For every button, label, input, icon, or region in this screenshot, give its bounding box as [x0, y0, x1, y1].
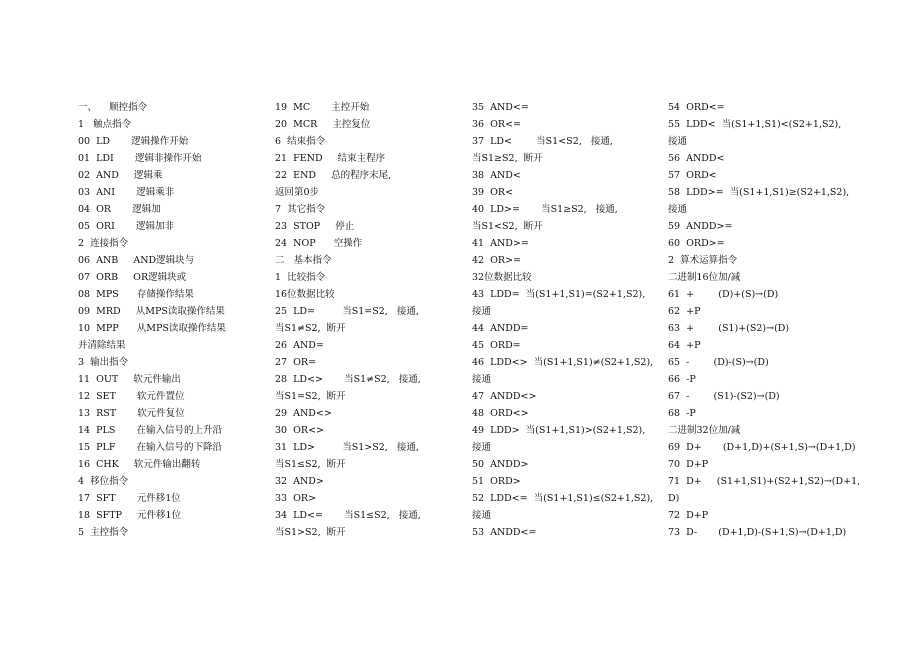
text-line: 32 AND>	[275, 476, 324, 487]
text-line: 2 算术运算指令	[668, 255, 738, 266]
text-line: 42 OR>=	[472, 255, 521, 266]
text-line: 66 -P	[668, 374, 696, 385]
text-line: 18 SFTP 元件移1位	[78, 510, 182, 521]
text-line: 73 D- (D+1,D)-(S+1,S)→(D+1,D)	[668, 527, 847, 538]
text-line: 当S1≥S2, 断开	[472, 153, 543, 164]
text-line: 1 触点指令	[78, 119, 132, 130]
text-line: 4 移位指令	[78, 476, 129, 487]
text-line: 27 OR=	[275, 357, 317, 368]
text-line: 25 LD= 当S1=S2, 接通,	[275, 306, 419, 317]
text-line: 20 MCR 主控复位	[275, 119, 371, 130]
text-line: 09 MRD 从MPS读取操作结果	[78, 306, 225, 317]
text-line: 56 ANDD<	[668, 153, 725, 164]
text-line: 当S1≠S2, 断开	[275, 323, 346, 334]
text-line: 53 ANDD<=	[472, 527, 537, 538]
text-line: 6 结束指令	[275, 136, 326, 147]
text-line: 并清除结果	[78, 340, 126, 351]
text-column-2	[275, 99, 460, 541]
text-line: 02 AND 逻辑乘	[78, 170, 163, 181]
text-line: 接通	[472, 306, 492, 317]
text-line: 36 OR<=	[472, 119, 521, 130]
text-line: 47 ANDD<>	[472, 391, 537, 402]
text-line: 21 FEND 结束主程序	[275, 153, 386, 164]
text-column-4	[668, 99, 868, 541]
text-line: 60 ORD>=	[668, 238, 725, 249]
text-line: 接通	[668, 204, 688, 215]
text-line: 52 LDD<= 当(S1+1,S1)≤(S2+1,S2),	[472, 493, 654, 504]
text-line: 16位数据比较	[275, 289, 335, 300]
text-line: 40 LD>= 当S1≥S2, 接通,	[472, 204, 618, 215]
text-line: 13 RST 软元件复位	[78, 408, 185, 419]
text-line: 28 LD<> 当S1≠S2, 接通,	[275, 374, 421, 385]
text-line: 17 SFT 元件移1位	[78, 493, 181, 504]
text-line: 45 ORD=	[472, 340, 521, 351]
text-line: 46 LDD<> 当(S1+1,S1)≠(S2+1,S2),	[472, 357, 654, 368]
text-line: D)	[668, 493, 680, 504]
text-line: 接通	[668, 136, 688, 147]
text-line: 32位数据比较	[472, 272, 532, 283]
text-line: 05 ORI 逻辑加非	[78, 221, 174, 232]
text-line: 00 LD 逻辑操作开始	[78, 136, 189, 147]
text-line: 48 ORD<>	[472, 408, 529, 419]
text-line: 01 LDI 逻辑非操作开始	[78, 153, 202, 164]
text-line: 24 NOP 空操作	[275, 238, 363, 249]
text-line: 33 OR>	[275, 493, 317, 504]
text-line: 当S1≤S2, 断开	[275, 459, 346, 470]
text-line: 29 AND<>	[275, 408, 332, 419]
text-line: 06 ANB AND逻辑块与	[78, 255, 195, 266]
text-line: 03 ANI 逻辑乘非	[78, 187, 175, 198]
text-line: 71 D+ (S1+1,S1)+(S2+1,S2)→(D+1,	[668, 476, 861, 487]
text-line: 19 MC 主控开始	[275, 102, 370, 113]
text-line: 一、 顺控指令	[78, 102, 148, 113]
text-column-3	[472, 99, 657, 541]
text-line: 61 + (D)+(S)→(D)	[668, 289, 779, 300]
text-line: 二 基本指令	[275, 255, 332, 266]
text-line: 接通	[472, 510, 492, 521]
text-line: 43 LDD= 当(S1+1,S1)=(S2+1,S2),	[472, 289, 646, 300]
text-line: 12 SET 软元件置位	[78, 391, 185, 402]
text-line: 65 - (D)-(S)→(D)	[668, 357, 769, 368]
text-line: 30 OR<>	[275, 425, 324, 436]
text-line: 44 ANDD=	[472, 323, 529, 334]
text-line: 55 LDD< 当(S1+1,S1)<(S2+1,S2),	[668, 119, 842, 130]
text-line: 37 LD< 当S1<S2, 接通,	[472, 136, 613, 147]
text-line: 67 - (S1)-(S2)→(D)	[668, 391, 780, 402]
text-line: 69 D+ (D+1,D)+(S+1,S)→(D+1,D)	[668, 442, 856, 453]
text-line: 38 AND<	[472, 170, 521, 181]
text-line: 11 OUT 软元件输出	[78, 374, 181, 385]
text-line: 10 MPP 从MPS读取操作结果	[78, 323, 226, 334]
text-line: 当S1>S2, 断开	[275, 527, 346, 538]
text-line: 2 连接指令	[78, 238, 129, 249]
text-line: 3 输出指令	[78, 357, 129, 368]
text-line: 35 AND<=	[472, 102, 529, 113]
text-line: 72 D+P	[668, 510, 709, 521]
text-line: 04 OR 逻辑加	[78, 204, 161, 215]
text-line: 7 其它指令	[275, 204, 326, 215]
text-line: 49 LDD> 当(S1+1,S1)>(S2+1,S2),	[472, 425, 646, 436]
text-line: 返回第0步	[275, 187, 320, 198]
text-line: 34 LD<= 当S1≤S2, 接通,	[275, 510, 421, 521]
text-line: 62 +P	[668, 306, 701, 317]
text-line: 08 MPS 存储操作结果	[78, 289, 194, 300]
text-line: 15 PLF 在输入信号的下降沿	[78, 442, 223, 453]
text-line: 接通	[472, 442, 492, 453]
text-line: 16 CHK 软元件输出翻转	[78, 459, 201, 470]
text-line: 51 ORD>	[472, 476, 521, 487]
text-line: 1 比较指令	[275, 272, 326, 283]
text-line: 58 LDD>= 当(S1+1,S1)≥(S2+1,S2),	[668, 187, 850, 198]
text-line: 70 D+P	[668, 459, 709, 470]
text-line: 26 AND=	[275, 340, 324, 351]
text-line: 当S1<S2, 断开	[472, 221, 543, 232]
text-line: 41 AND>=	[472, 238, 529, 249]
text-line: 22 END 总的程序末尾,	[275, 170, 392, 181]
text-line: 5 主控指令	[78, 527, 129, 538]
text-line: 54 ORD<=	[668, 102, 725, 113]
text-line: 50 ANDD>	[472, 459, 529, 470]
text-column-1	[78, 99, 263, 541]
text-line: 63 + (S1)+(S2)→(D)	[668, 323, 790, 334]
text-line: 57 ORD<	[668, 170, 717, 181]
text-line: 59 ANDD>=	[668, 221, 733, 232]
text-line: 23 STOP 停止	[275, 221, 355, 232]
text-line: 07 ORB OR逻辑块或	[78, 272, 187, 283]
text-line: 39 OR<	[472, 187, 514, 198]
text-line: 接通	[472, 374, 492, 385]
text-line: 64 +P	[668, 340, 701, 351]
text-line: 二进制32位加/减	[668, 425, 741, 436]
text-line: 二进制16位加/减	[668, 272, 741, 283]
text-line: 31 LD> 当S1>S2, 接通,	[275, 442, 419, 453]
text-line: 14 PLS 在输入信号的上升沿	[78, 425, 222, 436]
text-line: 68 -P	[668, 408, 696, 419]
text-line: 当S1=S2, 断开	[275, 391, 346, 402]
